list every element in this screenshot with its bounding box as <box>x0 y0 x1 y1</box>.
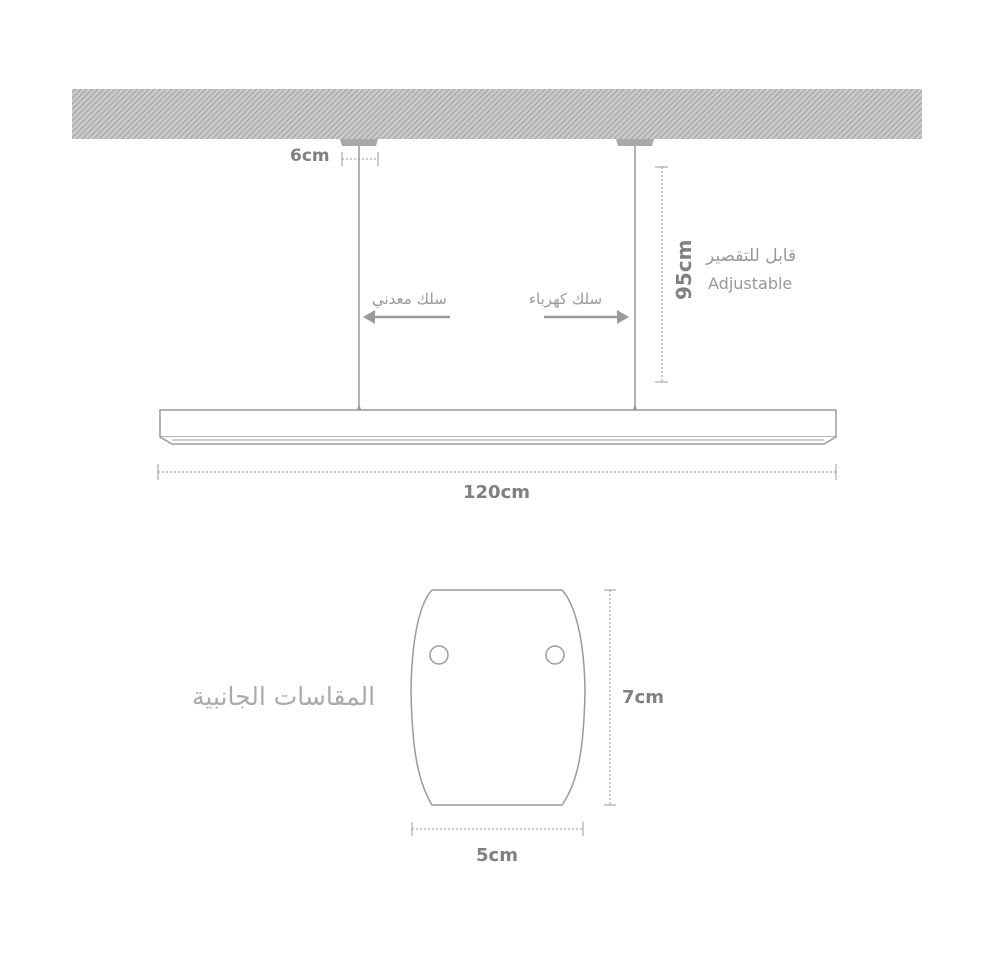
profile-hole-right <box>546 646 564 664</box>
electric-wire-arrow <box>544 310 629 324</box>
ceiling <box>72 89 922 139</box>
profile-width-label: 5cm <box>476 845 518 866</box>
right-canopy <box>616 139 654 146</box>
profile-height-dimension <box>604 590 616 805</box>
profile-height-label: 7cm <box>622 687 664 708</box>
side-profile <box>411 590 585 805</box>
side-dimensions-label: المقاسات الجانبية <box>192 682 376 711</box>
profile-width-dimension <box>412 822 583 836</box>
adjustable-label-ar: قابل للتقصير <box>706 246 797 266</box>
metal-wire-arrow <box>363 310 450 324</box>
adjustable-label-en: Adjustable <box>708 274 793 293</box>
drop-dimension <box>655 167 668 382</box>
drop-length-label: 95cm <box>672 239 696 300</box>
profile-hole-left <box>430 646 448 664</box>
left-canopy <box>340 139 378 146</box>
electric-wire-label: سلك كهرباء <box>529 290 603 308</box>
metal-wire-label: سلك معدني <box>372 290 447 308</box>
mount-width-label: 6cm <box>290 146 330 166</box>
length-label: 120cm <box>463 482 530 503</box>
length-dimension <box>158 464 836 480</box>
mount-width-dimension <box>342 152 378 166</box>
luminaire-body <box>160 410 836 444</box>
